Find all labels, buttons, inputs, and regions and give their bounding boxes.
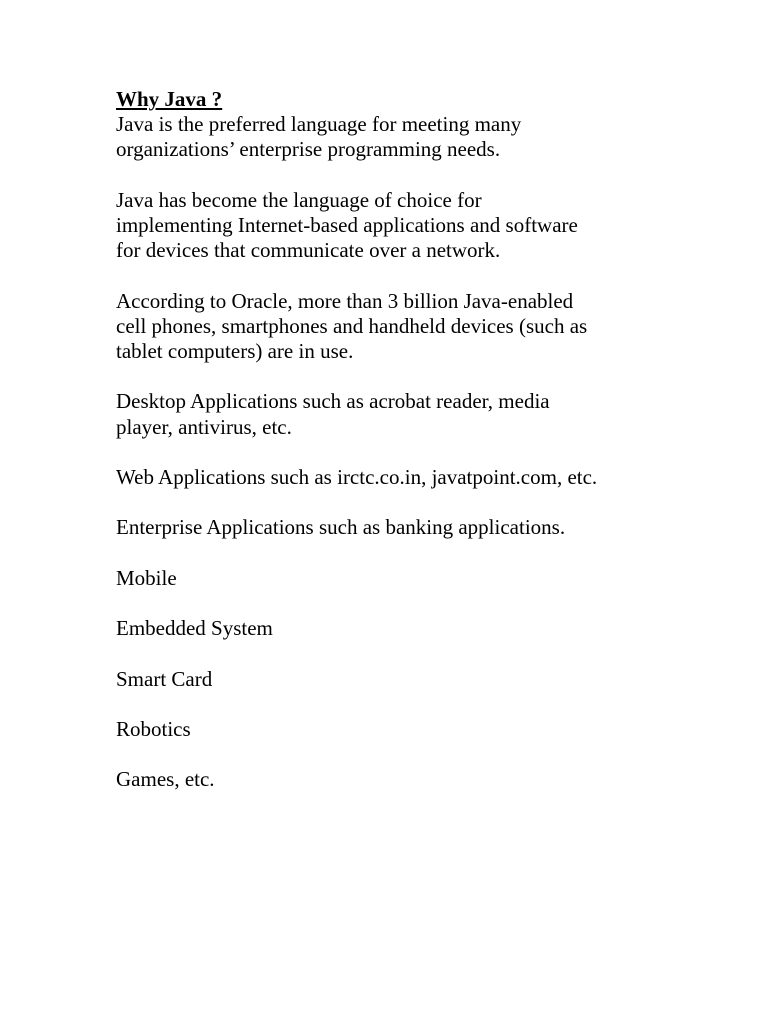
paragraph-line: Robotics [116,716,191,741]
document-title: Why Java ? [116,87,223,111]
paragraph-line: Mobile [116,565,177,590]
paragraph-line: Desktop Applications such as acrobat reader, media [116,389,550,414]
paragraph-line: organizations’ enterprise programming needs. [116,137,501,162]
paragraph-enterprise-applications [116,515,676,540]
paragraph-web-applications [116,465,676,490]
paragraph-line: Java is the preferred language for meeting many [116,112,522,137]
paragraph-line: Web Applications such as irctc.co.in, javatpoint.com, etc. [116,464,598,489]
paragraph-smart-card [116,667,676,692]
paragraph-line: Enterprise Applications such as banking applications. [116,515,566,540]
paragraph-line: According to Oracle, more than 3 billion Java-enabled [116,288,574,313]
paragraph-line: Games, etc. [116,767,215,792]
document-body [116,87,676,793]
paragraph-mobile [116,566,676,591]
paragraph-line: player, antivirus, etc. [116,414,292,439]
paragraph-line: for devices that communicate over a network. [116,238,501,263]
paragraph-line: Java has become the language of choice for [116,187,482,212]
paragraph-robotics [116,717,676,742]
paragraph-line: implementing Internet-based applications and software [116,213,578,237]
paragraph-line: tablet computers) are in use. [116,339,354,363]
paragraph-language-of-choice [116,188,676,264]
paragraph-games [116,767,676,792]
paragraph-line: cell phones, smartphones and handheld devices (such as [116,313,588,338]
paragraph-line: Embedded System [116,616,273,641]
paragraph-oracle-stats [116,289,676,365]
paragraph-desktop-applications [116,389,676,439]
paragraph-embedded-system [116,616,676,641]
paragraph-java-preferred [116,112,676,162]
paragraph-line: Smart Card [116,666,213,691]
